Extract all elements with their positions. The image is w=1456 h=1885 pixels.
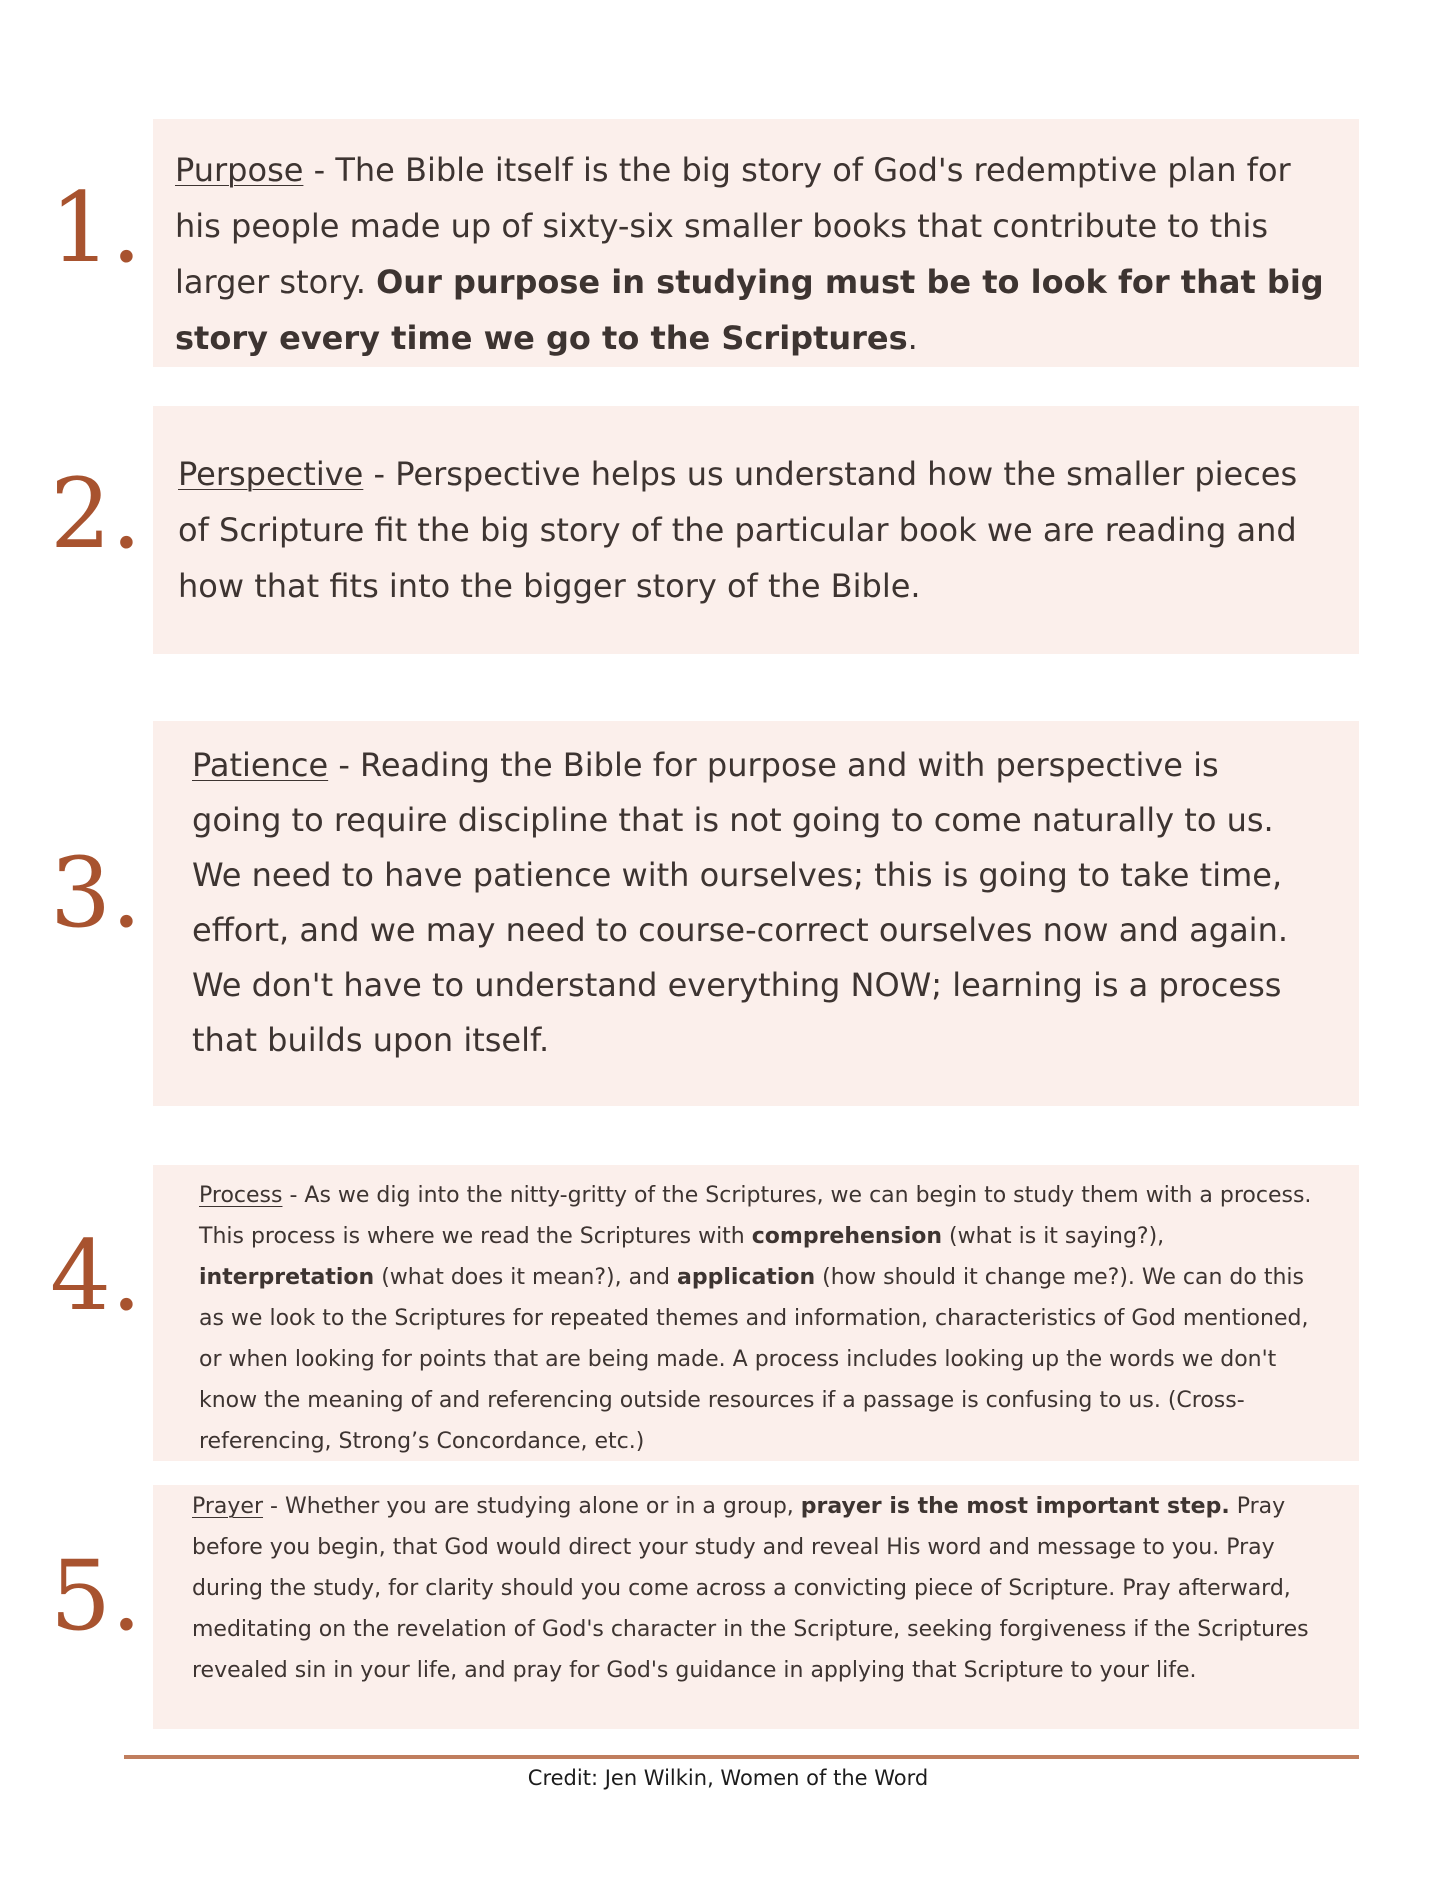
comprehension-emphasis: comprehension [751, 1224, 943, 1249]
perspective-term: Perspective [178, 455, 364, 493]
application-emphasis: application [677, 1265, 816, 1290]
patience-paragraph [192, 738, 1292, 1068]
step-number-2: 2. [50, 458, 142, 570]
process-text: (what is it saying?), [942, 1224, 1165, 1249]
footer-divider [124, 1755, 1359, 1759]
step-number-5: 5. [50, 1540, 142, 1652]
perspective-text: Perspective helps us understand how the smaller pieces of Scripture fit the big story of the particular book we are reading and how that fits into the bigger story of the Bible. [178, 455, 1298, 605]
prayer-term: Prayer [192, 1494, 264, 1519]
purpose-emphasis: Our purpose in studying must be to look for that big story every time we go to the Scriptures [175, 263, 1324, 357]
prayer-emphasis: prayer is the most important step. [800, 1494, 1230, 1519]
step-number-4: 4. [50, 1220, 142, 1332]
interpretation-emphasis: interpretation [199, 1265, 375, 1290]
process-text: As we dig into the nitty-gritty of the Scriptures, we can begin to study them with a process. This process is where we read the Scriptures with [199, 1183, 1312, 1249]
prayer-text: Whether you are studying alone or in a group, [284, 1494, 801, 1519]
perspective-paragraph [178, 446, 1328, 614]
process-term: Process [199, 1183, 283, 1208]
credit-line: Credit: Jen Wilkin, Women of the Word [527, 1766, 929, 1790]
prayer-text: Pray before you begin, that God would direct your study and reveal His word and message to you. Pray during the study, for clarity should you come across a convicting piece of Scripture. Pray afterward, meditating on the revelation of God's character in the Scripture, seeking forgiveness if the Scriptures revealed sin in your life, and pray for God's guidance in applying that Scripture to your life. [192, 1494, 1309, 1683]
process-paragraph [199, 1175, 1319, 1462]
process-text: (how should it change me?). We can do this as we look to the Scriptures for repeated themes and information, characteristics of God mentioned, or when looking for points that are being made. A process includes looking up the words we don't know the meaning of and referencing outside resources if a passage is confusing to us. (Cross-referencing, Strong’s Concordance, etc.) [199, 1265, 1309, 1454]
separator: - [328, 746, 361, 784]
separator: - [363, 455, 396, 493]
step-number-3: 3. [50, 837, 142, 949]
separator: - [282, 1183, 305, 1208]
process-text: (what does it mean?), and [374, 1265, 677, 1290]
prayer-paragraph [192, 1486, 1332, 1691]
patience-term: Patience [192, 746, 329, 784]
purpose-term: Purpose [175, 151, 304, 189]
purpose-end: . [907, 319, 918, 357]
step-number-1: 1. [50, 172, 142, 284]
patience-text: Reading the Bible for purpose and with perspective is going to require discipline that is not going to come naturally to us. We need to have patience with ourselves; this is going to take time, effort, and we may need to course-correct ourselves now and again. We don't have to understand everything NOW; learning is a process that builds upon itself. [192, 746, 1289, 1059]
separator: - [303, 151, 336, 189]
separator: - [263, 1494, 285, 1519]
purpose-text: The Bible itself is the big story of God's redemptive plan for his people made up of sixty-six smaller books that contribute to this larger story. [175, 151, 1291, 301]
purpose-paragraph [175, 142, 1325, 366]
